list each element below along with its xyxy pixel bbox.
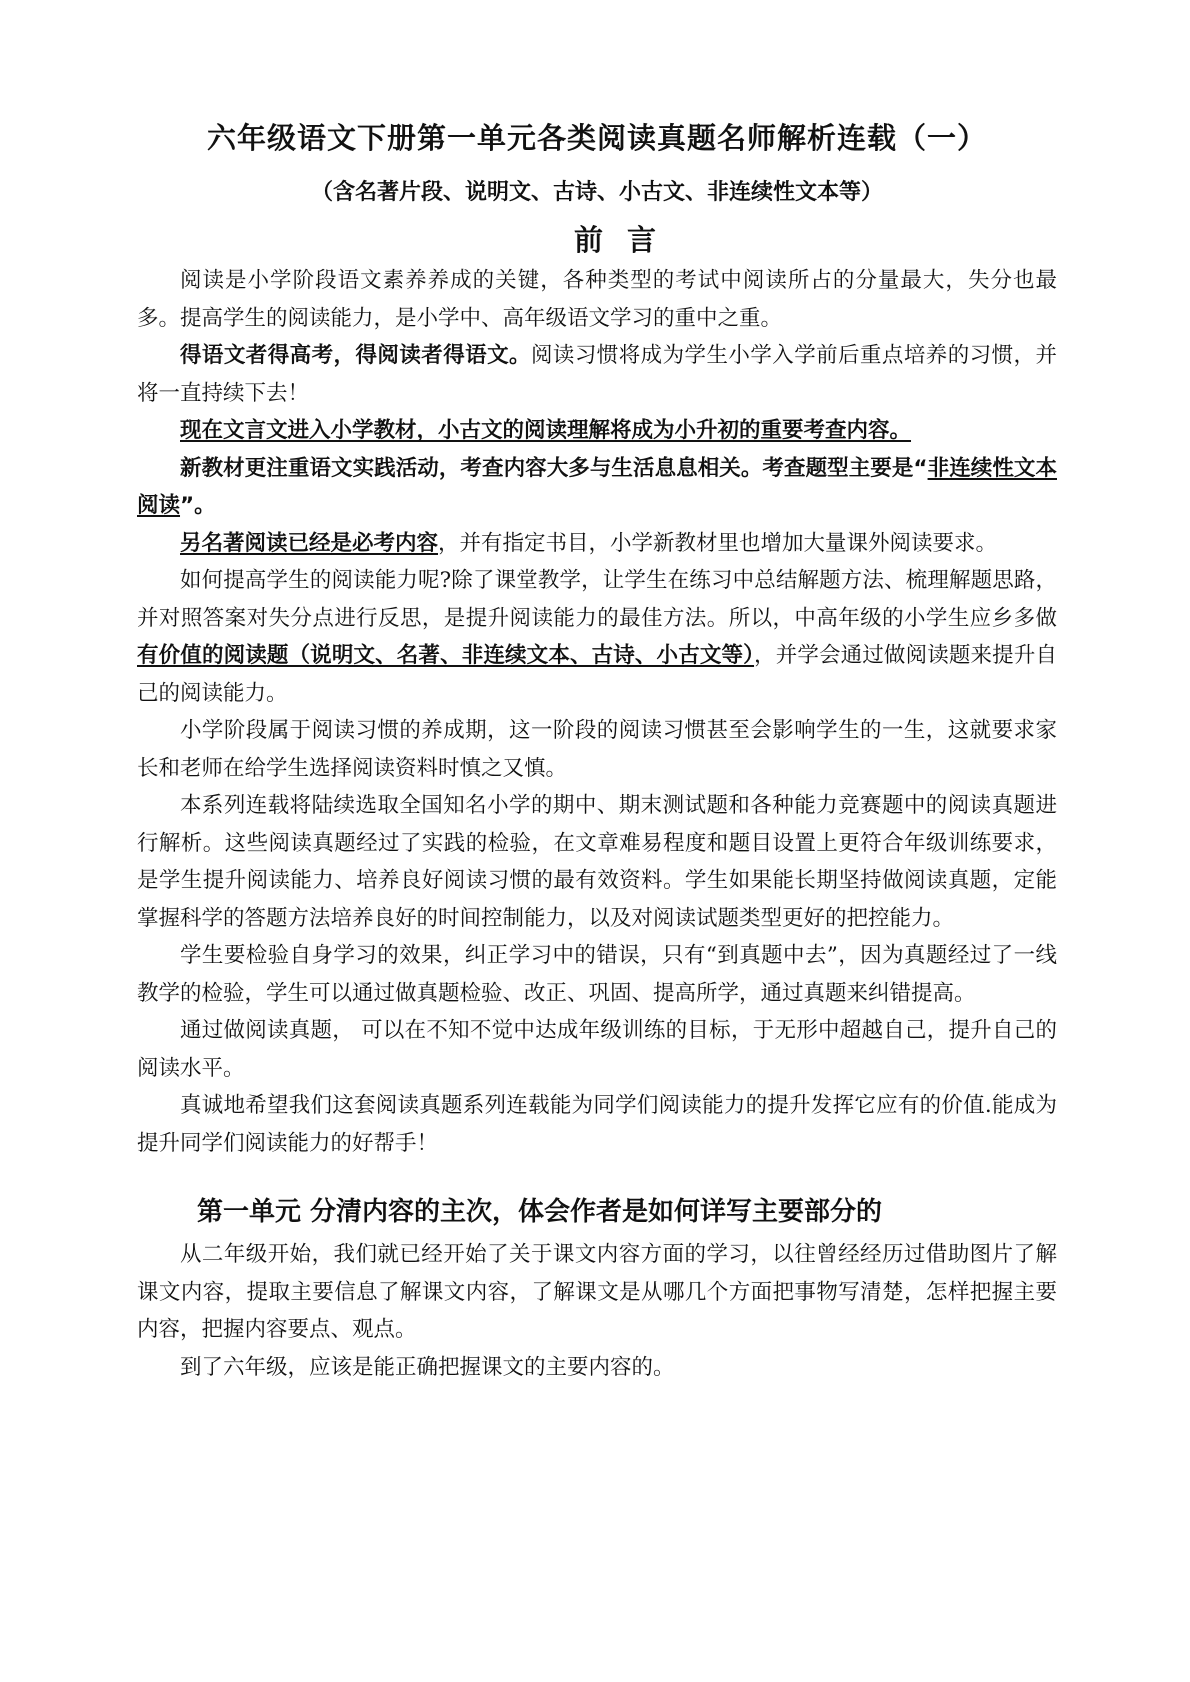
preface-emphasis-nonlinear: 非连续性文本阅读 bbox=[137, 455, 1057, 518]
preface-paragraph-4-end: ”。 bbox=[180, 493, 216, 518]
preface-paragraph-6 bbox=[137, 562, 1057, 712]
preface-paragraph-6-text: 如何提高学生的阅读能力呢?除了课堂教学，让学生在练习中总结解题方法、梳理解题思路，并对照答案对失分点进行反思，是提升阅读能力的最佳方法。所以，中高年级的小学生应乡多做 bbox=[137, 568, 1057, 631]
preface-paragraph-9: 学生要检验自身学习的效果，纠正学习中的错误，只有“到真题中去”，因为真题经过了一线教学的检验，学生可以通过做真题检验、改正、巩固、提高所学，通过真题来纠错提高。 bbox=[137, 943, 1057, 1006]
preface-emphasis-classics: 另名著阅读已经是必考内容 bbox=[180, 530, 439, 556]
preface-paragraph-4-text: 新教材更注重语文实践活动，考查内容大多与生活息息相关。考查题型主要是“ bbox=[180, 455, 928, 481]
preface-paragraph-10: 通过做阅读真题， 可以在不知不觉中达成年级训练的目标，于无形中超越自己，提升自己的阅读水平。 bbox=[137, 1018, 1057, 1081]
preface-paragraph-4 bbox=[137, 450, 1057, 525]
unit-paragraph-1: 从二年级开始，我们就已经开始了关于课文内容方面的学习，以往曾经经历过借助图片了解课文内容，提取主要信息了解课文内容，了解课文是从哪几个方面把事物写清楚，怎样把握主要内容，把握内容要点、观点。 bbox=[137, 1242, 1057, 1342]
preface-paragraph-2-text: 阅读习惯将成为学生小学入学前后重点培养的习惯，并将一直持续下去！ bbox=[137, 343, 1057, 406]
preface-paragraph-3: 现在文言文进入小学教材，小古文的阅读理解将成为小升初的重要考查内容。 bbox=[180, 418, 912, 443]
unit-paragraph-2: 到了六年级，应该是能正确把握课文的主要内容的。 bbox=[180, 1354, 675, 1380]
preface-paragraph-2 bbox=[137, 337, 1057, 412]
document-page bbox=[137, 118, 1057, 1386]
document-subtitle: （含名著片段、说明文、古诗、小古文、非连续性文本等） bbox=[310, 180, 883, 205]
preface-emphasis-valuable: 有价值的阅读题（说明文、名著、非连续文本、古诗、小古文等） bbox=[137, 643, 755, 668]
preface-paragraph-8: 本系列连载将陆续选取全国知名小学的期中、期末测试题和各种能力竞赛题中的阅读真题进行解析。这些阅读真题经过了实践的检验，在文章难易程度和题目设置上更符合年级训练要求，是学生提升阅读能力、培养良好阅读习惯的最有效资料。学生如果能长期坚持做阅读真题，定能掌握科学的答题方法培养良好的时间控制能力，以及对阅读试题类型更好的把控能力。 bbox=[137, 793, 1057, 931]
preface-paragraph-11: 真诚地希望我们这套阅读真题系列连载能为同学们阅读能力的提升发挥它应有的价值.能成为提升同学们阅读能力的好帮手！ bbox=[137, 1093, 1057, 1156]
document-title: 六年级语文下册第一单元各类阅读真题名师解析连载（一） bbox=[206, 121, 987, 155]
preface-heading: 前言 bbox=[573, 223, 680, 257]
unit-heading: 第一单元 分清内容的主次，体会作者是如何详写主要部分的 bbox=[197, 1197, 883, 1227]
preface-paragraph-7: 小学阶段属于阅读习惯的养成期，这一阶段的阅读习惯甚至会影响学生的一生，这就要求家长和老师在给学生选择阅读资料时慎之又慎。 bbox=[137, 718, 1057, 781]
preface-paragraph-1: 阅读是小学阶段语文素养养成的关键，各种类型的考试中阅读所占的分量最大，失分也最多。提高学生的阅读能力，是小学中、高年级语文学习的重中之重。 bbox=[137, 268, 1057, 331]
preface-paragraph-5-text: ，并有指定书目，小学新教材里也增加大量课外阅读要求。 bbox=[438, 530, 998, 556]
preface-paragraph-6-end: ，并学会通过做阅读题来提升自己的阅读能力。 bbox=[137, 643, 1057, 706]
preface-paragraph-5 bbox=[137, 525, 1057, 563]
preface-slogan: 得语文者得高考，得阅读者得语文。 bbox=[180, 343, 531, 368]
